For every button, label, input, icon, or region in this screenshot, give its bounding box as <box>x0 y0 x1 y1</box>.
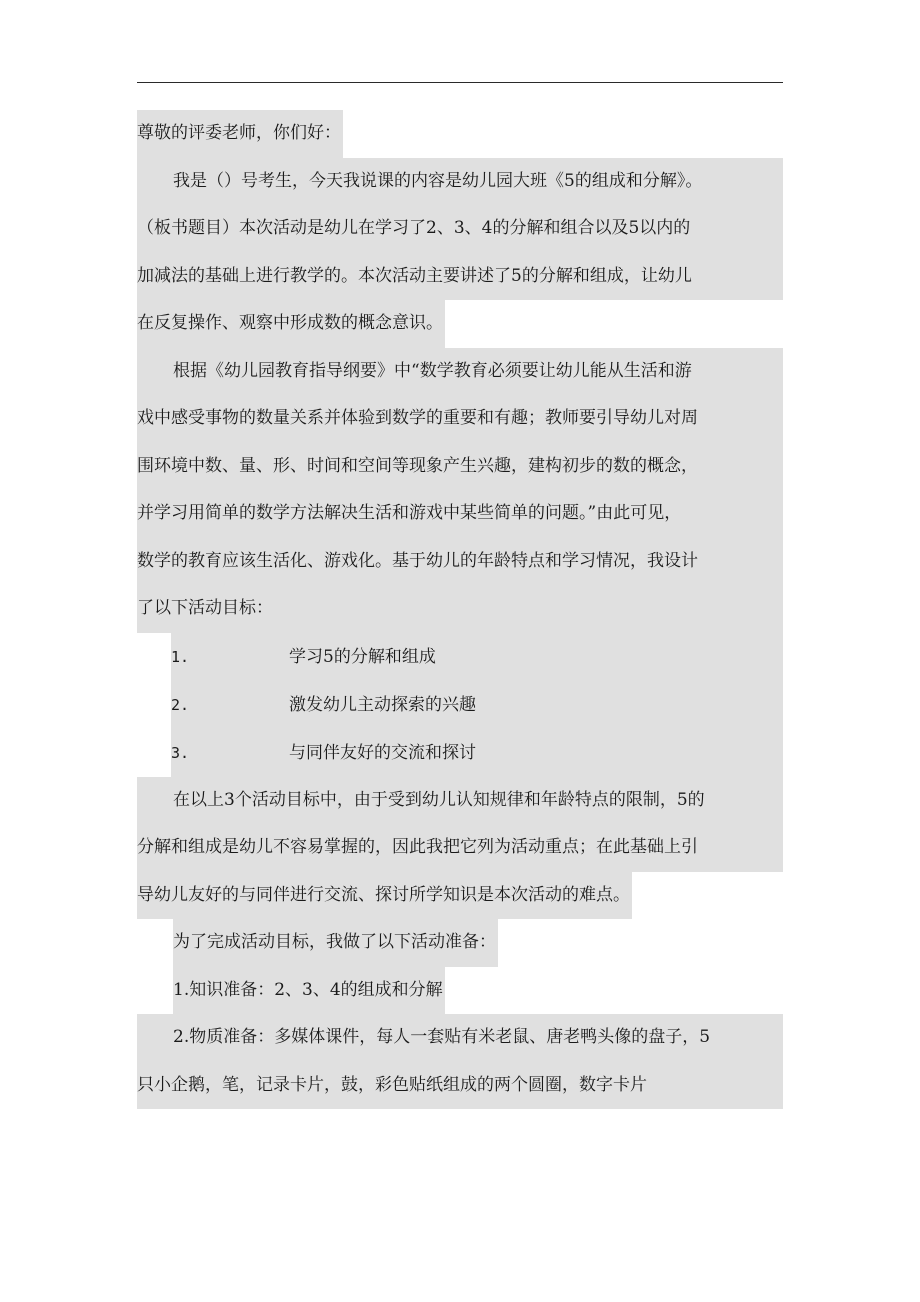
paragraph-line: 并学习用简单的数学方法解决生活和游戏中某些简单的问题。”由此可见， <box>137 490 783 538</box>
paragraph-line: 分解和组成是幼儿不容易掌握的，因此我把它列为活动重点；在此基础上引 <box>137 824 783 872</box>
paragraph-line: 数学的教育应该生活化、游戏化。基于幼儿的年龄特点和学习情况，我设计 <box>137 538 783 586</box>
goal-number: 2. <box>171 695 190 714</box>
greeting-line: 尊敬的评委老师，你们好： <box>137 110 783 158</box>
paragraph-line: 加减法的基础上进行教学的。本次活动主要讲述了5的分解和组成，让幼儿 <box>137 253 783 301</box>
paragraph-line: 戏中感受事物的数量关系并体验到数学的重要和有趣；教师要引导幼儿对周 <box>137 395 783 443</box>
paragraph-line: 围环境中数、量、形、时间和空间等现象产生兴趣，建构初步的数的概念， <box>137 443 783 491</box>
goal-text: 学习5的分解和组成 <box>289 646 436 667</box>
goal-text: 与同伴友好的交流和探讨 <box>289 742 476 763</box>
paragraph-line: （板书题目）本次活动是幼儿在学习了2、3、4的分解和组合以及5以内的 <box>137 205 783 253</box>
paragraph-line: 根据《幼儿园教育指导纲要》中“数学教育必须要让幼儿能从生活和游 <box>137 348 783 396</box>
goal-number: 1. <box>171 647 190 666</box>
goal-number: 3. <box>171 743 190 762</box>
paragraph-line: 了以下活动目标： <box>137 585 783 633</box>
document-body <box>137 110 783 1109</box>
goal-item <box>171 681 783 729</box>
paragraph-line: 在反复操作、观察中形成数的概念意识。 <box>137 300 783 348</box>
paragraph-line: 我是（）号考生，今天我说课的内容是幼儿园大班《5的组成和分解》。 <box>137 158 783 206</box>
paragraph-line: 2.物质准备：多媒体课件，每人一套贴有米老鼠、唐老鸭头像的盘子，5 <box>137 1014 783 1062</box>
header-rule <box>137 82 783 83</box>
goal-text: 激发幼儿主动探索的兴趣 <box>289 694 476 715</box>
paragraph-line: 在以上3个活动目标中，由于受到幼儿认知规律和年龄特点的限制，5的 <box>137 777 783 825</box>
paragraph-line: 只小企鹅，笔，记录卡片，鼓，彩色贴纸组成的两个圆圈，数字卡片 <box>137 1062 783 1110</box>
paragraph-line: 导幼儿友好的与同伴进行交流、探讨所学知识是本次活动的难点。 <box>137 872 783 920</box>
goal-item <box>171 729 783 777</box>
goal-item <box>171 633 783 681</box>
paragraph-line: 为了完成活动目标，我做了以下活动准备： <box>137 919 783 967</box>
paragraph-line: 1.知识准备：2、3、4的组成和分解 <box>137 967 783 1015</box>
